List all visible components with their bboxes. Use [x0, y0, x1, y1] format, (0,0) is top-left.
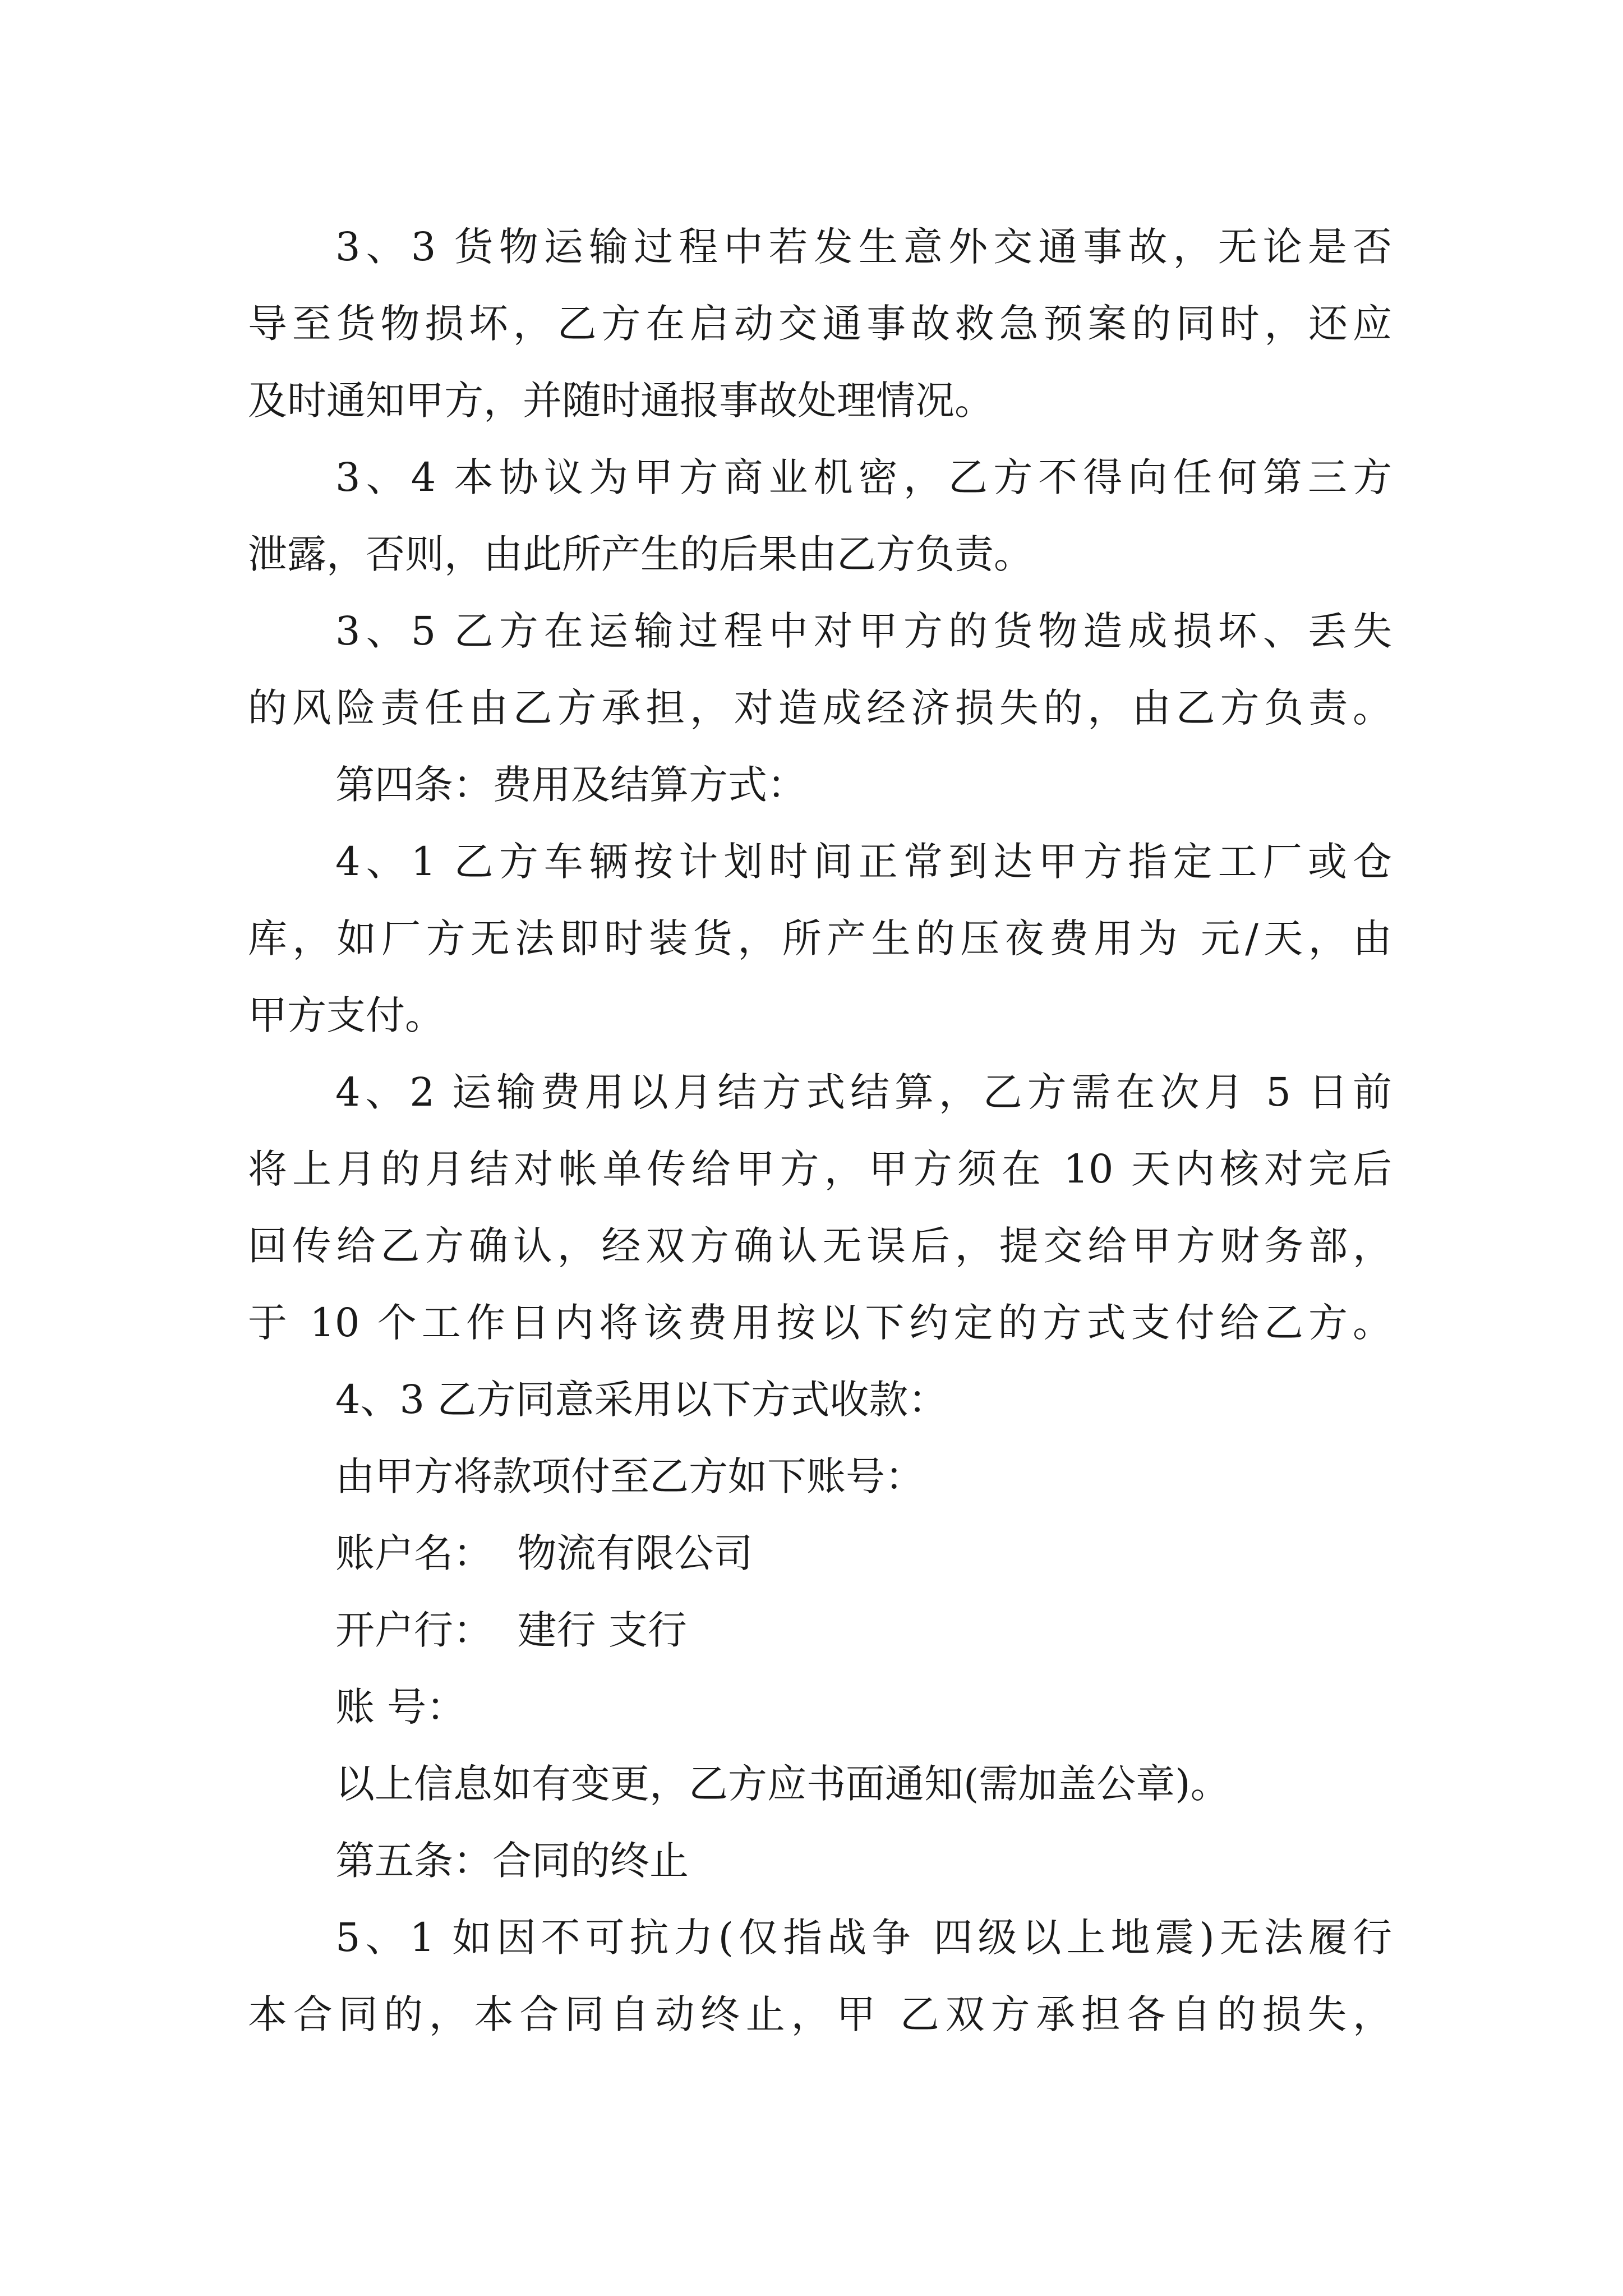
- text-line: 回传给乙方确认，经双方确认无误后，提交给甲方财务部，: [248, 1223, 1392, 1269]
- text-line: 甲方支付。: [248, 992, 444, 1038]
- text-line: 3、4 本协议为甲方商业机密，乙方不得向任何第三方: [335, 454, 1392, 500]
- text-line: 4、2 运输费用以月结方式结算，乙方需在次月 5 日前: [335, 1069, 1392, 1115]
- text-line: 以上信息如有变更，乙方应书面通知(需加盖公章)。: [335, 1761, 1230, 1807]
- text-line: 泄露，否则，由此所产生的后果由乙方负责。: [248, 531, 1033, 577]
- text-line: 将上月的月结对帐单传给甲方，甲方须在 10 天内核对完后: [248, 1146, 1392, 1192]
- text-line: 于 10 个工作日内将该费用按以下约定的方式支付给乙方。: [248, 1300, 1392, 1346]
- text-line: 本合同的，本合同自动终止，甲 乙双方承担各自的损失，: [248, 1991, 1392, 2037]
- bank-line: 开户行： 建行 支行: [335, 1607, 687, 1653]
- account-number-line: 账 号：: [335, 1684, 466, 1730]
- text-line: 库，如厂方无法即时装货，所产生的压夜费用为 元/天，由: [248, 915, 1392, 961]
- section-heading: 第四条：费用及结算方式：: [335, 762, 806, 808]
- text-line: 3、3 货物运输过程中若发生意外交通事故，无论是否: [335, 224, 1392, 270]
- text-line: 由甲方将款项付至乙方如下账号：: [335, 1453, 924, 1499]
- section-heading: 第五条：合同的终止: [335, 1838, 689, 1884]
- text-line: 及时通知甲方，并随时通报事故处理情况。: [248, 378, 994, 424]
- text-line: 3、5 乙方在运输过程中对甲方的货物造成损坏、丢失: [335, 608, 1392, 654]
- account-name-line: 账户名： 物流有限公司: [335, 1530, 753, 1576]
- text-line: 4、1 乙方车辆按计划时间正常到达甲方指定工厂或仓: [335, 839, 1392, 885]
- text-line: 的风险责任由乙方承担，对造成经济损失的，由乙方负责。: [248, 685, 1392, 731]
- text-line: 导至货物损坏，乙方在启动交通事故救急预案的同时，还应: [248, 301, 1392, 347]
- text-line: 5、1 如因不可抗力(仅指战争 四级以上地震)无法履行: [335, 1915, 1392, 1961]
- text-line: 4、3 乙方同意采用以下方式收款：: [335, 1377, 948, 1423]
